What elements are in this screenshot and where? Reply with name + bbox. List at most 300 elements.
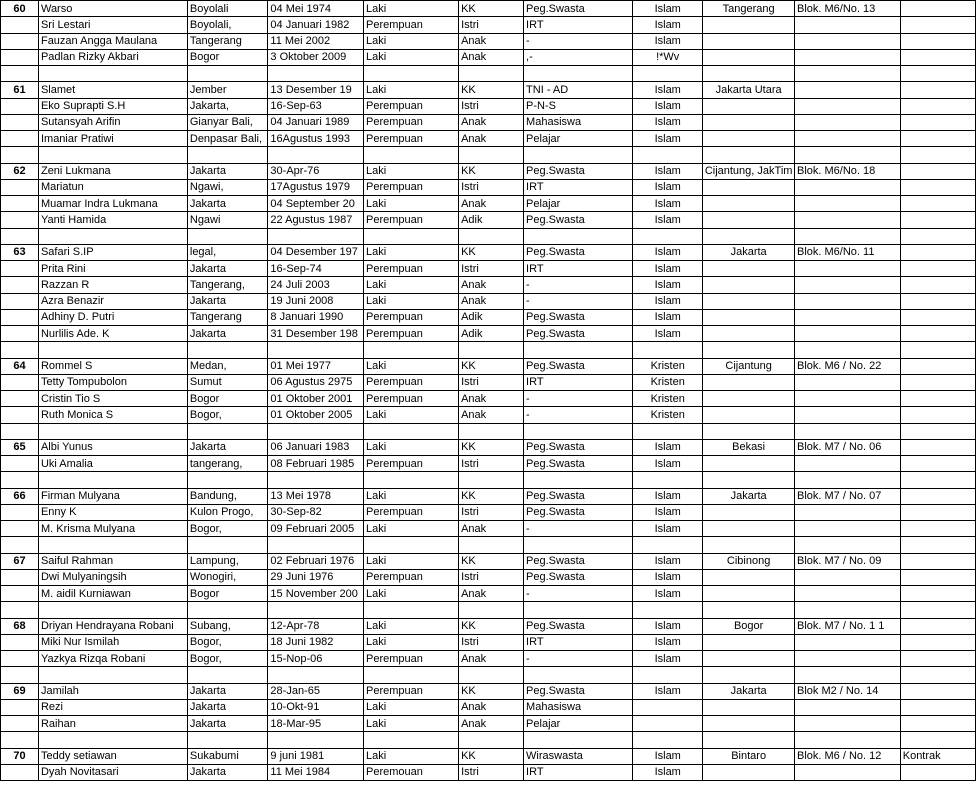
block-cell[interactable] [795, 651, 901, 667]
block-cell[interactable] [795, 49, 901, 65]
gender-cell[interactable]: Laki [364, 439, 459, 455]
block-cell[interactable] [795, 764, 901, 780]
gender-cell[interactable]: Perempuan [364, 391, 459, 407]
gender-cell[interactable]: Laki [364, 748, 459, 764]
religion-cell[interactable]: Kristen [633, 391, 703, 407]
note-cell[interactable] [900, 716, 975, 732]
religion-cell[interactable]: Islam [633, 748, 703, 764]
birthplace-cell[interactable]: Jakarta [187, 293, 268, 309]
empty-cell[interactable] [268, 537, 364, 553]
empty-cell[interactable] [1, 228, 39, 244]
family-number-cell[interactable] [1, 651, 39, 667]
block-cell[interactable] [795, 261, 901, 277]
note-cell[interactable] [900, 488, 975, 504]
empty-cell[interactable] [524, 472, 633, 488]
location-cell[interactable]: Cijantung, JakTim [703, 163, 795, 179]
note-cell[interactable] [900, 699, 975, 715]
birthdate-cell[interactable]: 01 Oktober 2005 [268, 407, 364, 423]
location-cell[interactable] [703, 277, 795, 293]
empty-cell[interactable] [633, 667, 703, 683]
gender-cell[interactable]: Perempuan [364, 212, 459, 228]
empty-cell[interactable] [524, 147, 633, 163]
empty-cell[interactable] [633, 472, 703, 488]
name-cell[interactable]: Razzan R [38, 277, 187, 293]
occupation-cell[interactable]: - [524, 293, 633, 309]
family-number-cell[interactable] [1, 261, 39, 277]
name-cell[interactable]: Rommel S [38, 358, 187, 374]
name-cell[interactable]: Eko Suprapti S.H [38, 98, 187, 114]
block-cell[interactable]: Blok M2 / No. 14 [795, 683, 901, 699]
empty-cell[interactable] [364, 667, 459, 683]
name-cell[interactable]: Dwi Mulyaningsih [38, 569, 187, 585]
relation-cell[interactable]: KK [459, 488, 524, 504]
empty-cell[interactable] [459, 228, 524, 244]
birthplace-cell[interactable]: Jakarta [187, 261, 268, 277]
relation-cell[interactable]: Anak [459, 716, 524, 732]
block-cell[interactable] [795, 407, 901, 423]
gender-cell[interactable]: Perempuan [364, 683, 459, 699]
gender-cell[interactable]: Perempuan [364, 374, 459, 390]
birthplace-cell[interactable]: Bogor, [187, 651, 268, 667]
gender-cell[interactable]: Perempuan [364, 98, 459, 114]
empty-cell[interactable] [900, 147, 975, 163]
family-number-cell[interactable]: 70 [1, 748, 39, 764]
name-cell[interactable]: Prita Rini [38, 261, 187, 277]
empty-cell[interactable] [38, 147, 187, 163]
empty-cell[interactable] [187, 602, 268, 618]
empty-cell[interactable] [364, 228, 459, 244]
name-cell[interactable]: Teddy setiawan [38, 748, 187, 764]
gender-cell[interactable]: Perempuan [364, 456, 459, 472]
religion-cell[interactable]: Islam [633, 634, 703, 650]
birthplace-cell[interactable]: Sukabumi [187, 748, 268, 764]
note-cell[interactable]: Kontrak [900, 748, 975, 764]
birthdate-cell[interactable]: 02 Februari 1976 [268, 553, 364, 569]
birthdate-cell[interactable]: 11 Mei 2002 [268, 33, 364, 49]
family-number-cell[interactable] [1, 407, 39, 423]
empty-cell[interactable] [459, 472, 524, 488]
family-number-cell[interactable] [1, 98, 39, 114]
empty-cell[interactable] [524, 228, 633, 244]
note-cell[interactable] [900, 33, 975, 49]
block-cell[interactable]: Blok. M6 / No. 22 [795, 358, 901, 374]
birthdate-cell[interactable]: 16-Sep-63 [268, 98, 364, 114]
block-cell[interactable] [795, 699, 901, 715]
name-cell[interactable]: Rezi [38, 699, 187, 715]
note-cell[interactable] [900, 634, 975, 650]
empty-cell[interactable] [38, 66, 187, 82]
relation-cell[interactable]: KK [459, 618, 524, 634]
religion-cell[interactable]: Islam [633, 293, 703, 309]
relation-cell[interactable]: KK [459, 358, 524, 374]
empty-cell[interactable] [38, 667, 187, 683]
family-number-cell[interactable] [1, 293, 39, 309]
birthdate-cell[interactable]: 16-Sep-74 [268, 261, 364, 277]
occupation-cell[interactable]: - [524, 391, 633, 407]
name-cell[interactable]: Azra Benazir [38, 293, 187, 309]
location-cell[interactable]: Bogor [703, 618, 795, 634]
family-number-cell[interactable] [1, 764, 39, 780]
empty-cell[interactable] [524, 732, 633, 748]
empty-cell[interactable] [633, 228, 703, 244]
birthdate-cell[interactable]: 04 Januari 1989 [268, 114, 364, 130]
name-cell[interactable]: Raihan [38, 716, 187, 732]
location-cell[interactable] [703, 699, 795, 715]
block-cell[interactable] [795, 179, 901, 195]
location-cell[interactable] [703, 569, 795, 585]
empty-cell[interactable] [524, 602, 633, 618]
empty-cell[interactable] [900, 667, 975, 683]
note-cell[interactable] [900, 358, 975, 374]
name-cell[interactable]: Warso [38, 1, 187, 17]
empty-cell[interactable] [459, 342, 524, 358]
birthdate-cell[interactable]: 29 Juni 1976 [268, 569, 364, 585]
name-cell[interactable]: M. Krisma Mulyana [38, 521, 187, 537]
empty-cell[interactable] [795, 602, 901, 618]
birthdate-cell[interactable]: 01 Mei 1977 [268, 358, 364, 374]
location-cell[interactable]: Cijantung [703, 358, 795, 374]
birthdate-cell[interactable]: 06 Agustus 2975 [268, 374, 364, 390]
birthdate-cell[interactable]: 01 Oktober 2001 [268, 391, 364, 407]
occupation-cell[interactable]: IRT [524, 179, 633, 195]
birthdate-cell[interactable]: 24 Juli 2003 [268, 277, 364, 293]
location-cell[interactable] [703, 651, 795, 667]
birthdate-cell[interactable]: 18-Mar-95 [268, 716, 364, 732]
religion-cell[interactable]: Islam [633, 553, 703, 569]
empty-cell[interactable] [459, 66, 524, 82]
note-cell[interactable] [900, 683, 975, 699]
empty-cell[interactable] [795, 228, 901, 244]
relation-cell[interactable]: Anak [459, 196, 524, 212]
occupation-cell[interactable]: IRT [524, 634, 633, 650]
gender-cell[interactable]: Perempuan [364, 261, 459, 277]
relation-cell[interactable]: Anak [459, 277, 524, 293]
family-number-cell[interactable] [1, 212, 39, 228]
birthplace-cell[interactable]: Jember [187, 82, 268, 98]
block-cell[interactable] [795, 309, 901, 325]
religion-cell[interactable]: Kristen [633, 358, 703, 374]
location-cell[interactable]: Jakarta [703, 683, 795, 699]
occupation-cell[interactable]: - [524, 651, 633, 667]
religion-cell[interactable]: Islam [633, 179, 703, 195]
gender-cell[interactable]: Peremouan [364, 764, 459, 780]
name-cell[interactable]: Miki Nur Ismilah [38, 634, 187, 650]
occupation-cell[interactable]: Peg.Swasta [524, 618, 633, 634]
empty-cell[interactable] [1, 147, 39, 163]
family-number-cell[interactable] [1, 196, 39, 212]
birthdate-cell[interactable]: 12-Apr-78 [268, 618, 364, 634]
family-number-cell[interactable] [1, 391, 39, 407]
name-cell[interactable]: Uki Amalia [38, 456, 187, 472]
note-cell[interactable] [900, 326, 975, 342]
birthplace-cell[interactable]: tangerang, [187, 456, 268, 472]
relation-cell[interactable]: Istri [459, 634, 524, 650]
gender-cell[interactable]: Laki [364, 634, 459, 650]
birthplace-cell[interactable]: Lampung, [187, 553, 268, 569]
note-cell[interactable] [900, 391, 975, 407]
name-cell[interactable]: Adhiny D. Putri [38, 309, 187, 325]
block-cell[interactable]: Blok. M7 / No. 1 1 [795, 618, 901, 634]
empty-cell[interactable] [1, 66, 39, 82]
empty-cell[interactable] [900, 423, 975, 439]
birthplace-cell[interactable]: Bogor, [187, 634, 268, 650]
location-cell[interactable] [703, 634, 795, 650]
birthdate-cell[interactable]: 15-Nop-06 [268, 651, 364, 667]
location-cell[interactable]: Tangerang [703, 1, 795, 17]
birthplace-cell[interactable]: Jakarta [187, 326, 268, 342]
religion-cell[interactable]: Islam [633, 244, 703, 260]
family-number-cell[interactable] [1, 456, 39, 472]
empty-cell[interactable] [524, 423, 633, 439]
location-cell[interactable] [703, 261, 795, 277]
religion-cell[interactable]: Islam [633, 504, 703, 520]
relation-cell[interactable]: Anak [459, 699, 524, 715]
empty-cell[interactable] [703, 423, 795, 439]
relation-cell[interactable]: KK [459, 163, 524, 179]
note-cell[interactable] [900, 179, 975, 195]
religion-cell[interactable]: Islam [633, 277, 703, 293]
birthdate-cell[interactable]: 30-Sep-82 [268, 504, 364, 520]
religion-cell[interactable]: Islam [633, 163, 703, 179]
birthdate-cell[interactable]: 08 Februari 1985 [268, 456, 364, 472]
birthdate-cell[interactable]: 10-Okt-91 [268, 699, 364, 715]
empty-cell[interactable] [187, 66, 268, 82]
family-number-cell[interactable]: 62 [1, 163, 39, 179]
family-number-cell[interactable] [1, 309, 39, 325]
empty-cell[interactable] [364, 423, 459, 439]
empty-cell[interactable] [795, 423, 901, 439]
block-cell[interactable] [795, 586, 901, 602]
birthplace-cell[interactable]: Ngawi [187, 212, 268, 228]
empty-cell[interactable] [703, 537, 795, 553]
note-cell[interactable] [900, 521, 975, 537]
family-number-cell[interactable] [1, 33, 39, 49]
birthplace-cell[interactable]: Ngawi, [187, 179, 268, 195]
birthplace-cell[interactable]: Kulon Progo, [187, 504, 268, 520]
birthplace-cell[interactable]: Jakarta [187, 699, 268, 715]
empty-cell[interactable] [38, 423, 187, 439]
gender-cell[interactable]: Laki [364, 277, 459, 293]
note-cell[interactable] [900, 569, 975, 585]
name-cell[interactable]: Enny K [38, 504, 187, 520]
religion-cell[interactable]: Islam [633, 309, 703, 325]
block-cell[interactable] [795, 326, 901, 342]
empty-cell[interactable] [1, 602, 39, 618]
birthplace-cell[interactable]: Sumut [187, 374, 268, 390]
religion-cell[interactable]: Islam [633, 82, 703, 98]
empty-cell[interactable] [795, 537, 901, 553]
empty-cell[interactable] [459, 537, 524, 553]
birthplace-cell[interactable]: Bogor, [187, 521, 268, 537]
empty-cell[interactable] [268, 66, 364, 82]
birthdate-cell[interactable]: 30-Apr-76 [268, 163, 364, 179]
gender-cell[interactable]: Laki [364, 1, 459, 17]
location-cell[interactable]: Bekasi [703, 439, 795, 455]
family-number-cell[interactable]: 61 [1, 82, 39, 98]
location-cell[interactable] [703, 131, 795, 147]
block-cell[interactable] [795, 569, 901, 585]
religion-cell[interactable]: Islam [633, 261, 703, 277]
name-cell[interactable]: Saiful Rahman [38, 553, 187, 569]
birthplace-cell[interactable]: Medan, [187, 358, 268, 374]
birthdate-cell[interactable]: 28-Jan-65 [268, 683, 364, 699]
birthplace-cell[interactable]: Jakarta, [187, 98, 268, 114]
gender-cell[interactable]: Perempuan [364, 326, 459, 342]
empty-cell[interactable] [268, 602, 364, 618]
block-cell[interactable]: Blok. M7 / No. 09 [795, 553, 901, 569]
block-cell[interactable] [795, 293, 901, 309]
location-cell[interactable] [703, 407, 795, 423]
empty-cell[interactable] [900, 342, 975, 358]
name-cell[interactable]: Yanti Hamida [38, 212, 187, 228]
note-cell[interactable] [900, 196, 975, 212]
location-cell[interactable] [703, 716, 795, 732]
name-cell[interactable]: Driyan Hendrayana Robani [38, 618, 187, 634]
location-cell[interactable] [703, 456, 795, 472]
block-cell[interactable] [795, 196, 901, 212]
relation-cell[interactable]: KK [459, 82, 524, 98]
birthdate-cell[interactable]: 18 Juni 1982 [268, 634, 364, 650]
birthdate-cell[interactable]: 8 Januari 1990 [268, 309, 364, 325]
family-number-cell[interactable] [1, 521, 39, 537]
location-cell[interactable]: Cibinong [703, 553, 795, 569]
note-cell[interactable] [900, 374, 975, 390]
gender-cell[interactable]: Laki [364, 618, 459, 634]
name-cell[interactable]: Padlan Rizky Akbari [38, 49, 187, 65]
empty-cell[interactable] [187, 342, 268, 358]
empty-cell[interactable] [703, 732, 795, 748]
birthplace-cell[interactable]: Subang, [187, 618, 268, 634]
occupation-cell[interactable]: ,- [524, 49, 633, 65]
family-number-cell[interactable] [1, 49, 39, 65]
family-number-cell[interactable] [1, 716, 39, 732]
empty-cell[interactable] [187, 667, 268, 683]
empty-cell[interactable] [795, 66, 901, 82]
gender-cell[interactable]: Perempuan [364, 17, 459, 33]
religion-cell[interactable]: Kristen [633, 407, 703, 423]
location-cell[interactable] [703, 326, 795, 342]
religion-cell[interactable]: Kristen [633, 374, 703, 390]
gender-cell[interactable]: Perempuan [364, 309, 459, 325]
gender-cell[interactable]: Laki [364, 244, 459, 260]
gender-cell[interactable]: Laki [364, 163, 459, 179]
relation-cell[interactable]: Anak [459, 49, 524, 65]
note-cell[interactable] [900, 82, 975, 98]
gender-cell[interactable]: Perempuan [364, 569, 459, 585]
block-cell[interactable] [795, 521, 901, 537]
religion-cell[interactable]: Islam [633, 764, 703, 780]
empty-cell[interactable] [703, 472, 795, 488]
empty-cell[interactable] [524, 66, 633, 82]
religion-cell[interactable]: Islam [633, 618, 703, 634]
location-cell[interactable] [703, 521, 795, 537]
empty-cell[interactable] [900, 66, 975, 82]
birthplace-cell[interactable]: Jakarta [187, 716, 268, 732]
empty-cell[interactable] [268, 423, 364, 439]
empty-cell[interactable] [187, 423, 268, 439]
birthdate-cell[interactable]: 22 Agustus 1987 [268, 212, 364, 228]
relation-cell[interactable]: KK [459, 553, 524, 569]
religion-cell[interactable]: Islam [633, 586, 703, 602]
family-number-cell[interactable] [1, 634, 39, 650]
birthplace-cell[interactable]: Bandung, [187, 488, 268, 504]
empty-cell[interactable] [795, 147, 901, 163]
relation-cell[interactable]: Anak [459, 407, 524, 423]
religion-cell[interactable]: Islam [633, 569, 703, 585]
occupation-cell[interactable]: IRT [524, 261, 633, 277]
occupation-cell[interactable]: Mahasiswa [524, 699, 633, 715]
birthplace-cell[interactable]: Wonogiri, [187, 569, 268, 585]
religion-cell[interactable]: !*Wv [633, 49, 703, 65]
empty-cell[interactable] [268, 732, 364, 748]
name-cell[interactable]: Yazkya Rizqa Robani [38, 651, 187, 667]
note-cell[interactable] [900, 407, 975, 423]
empty-cell[interactable] [38, 342, 187, 358]
gender-cell[interactable]: Laki [364, 407, 459, 423]
note-cell[interactable] [900, 49, 975, 65]
family-number-cell[interactable] [1, 277, 39, 293]
occupation-cell[interactable]: Peg.Swasta [524, 504, 633, 520]
relation-cell[interactable]: Istri [459, 374, 524, 390]
relation-cell[interactable]: KK [459, 1, 524, 17]
note-cell[interactable] [900, 114, 975, 130]
occupation-cell[interactable]: IRT [524, 374, 633, 390]
location-cell[interactable] [703, 391, 795, 407]
location-cell[interactable] [703, 374, 795, 390]
occupation-cell[interactable]: Peg.Swasta [524, 309, 633, 325]
family-number-cell[interactable]: 60 [1, 1, 39, 17]
gender-cell[interactable]: Perempuan [364, 504, 459, 520]
birthplace-cell[interactable]: Bogor [187, 49, 268, 65]
empty-cell[interactable] [900, 228, 975, 244]
empty-cell[interactable] [364, 66, 459, 82]
empty-cell[interactable] [187, 472, 268, 488]
occupation-cell[interactable]: Peg.Swasta [524, 212, 633, 228]
empty-cell[interactable] [795, 342, 901, 358]
religion-cell[interactable]: Islam [633, 1, 703, 17]
birthdate-cell[interactable]: 04 Mei 1974 [268, 1, 364, 17]
birthdate-cell[interactable]: 17Agustus 1979 [268, 179, 364, 195]
family-number-cell[interactable] [1, 699, 39, 715]
block-cell[interactable] [795, 33, 901, 49]
gender-cell[interactable]: Laki [364, 358, 459, 374]
birthplace-cell[interactable]: Jakarta [187, 196, 268, 212]
gender-cell[interactable]: Laki [364, 82, 459, 98]
relation-cell[interactable]: Istri [459, 98, 524, 114]
family-number-cell[interactable]: 69 [1, 683, 39, 699]
religion-cell[interactable]: Islam [633, 131, 703, 147]
gender-cell[interactable]: Laki [364, 33, 459, 49]
occupation-cell[interactable]: Peg.Swasta [524, 358, 633, 374]
birthdate-cell[interactable]: 19 Juni 2008 [268, 293, 364, 309]
name-cell[interactable]: Nurlilis Ade. K [38, 326, 187, 342]
name-cell[interactable]: Firman Mulyana [38, 488, 187, 504]
location-cell[interactable] [703, 196, 795, 212]
family-number-cell[interactable]: 66 [1, 488, 39, 504]
note-cell[interactable] [900, 504, 975, 520]
birthdate-cell[interactable]: 15 November 200 [268, 586, 364, 602]
empty-cell[interactable] [524, 667, 633, 683]
name-cell[interactable]: Muamar Indra Lukmana [38, 196, 187, 212]
birthdate-cell[interactable]: 16Agustus 1993 [268, 131, 364, 147]
relation-cell[interactable]: Anak [459, 521, 524, 537]
empty-cell[interactable] [795, 667, 901, 683]
family-number-cell[interactable] [1, 326, 39, 342]
block-cell[interactable] [795, 212, 901, 228]
note-cell[interactable] [900, 212, 975, 228]
empty-cell[interactable] [268, 228, 364, 244]
empty-cell[interactable] [38, 602, 187, 618]
